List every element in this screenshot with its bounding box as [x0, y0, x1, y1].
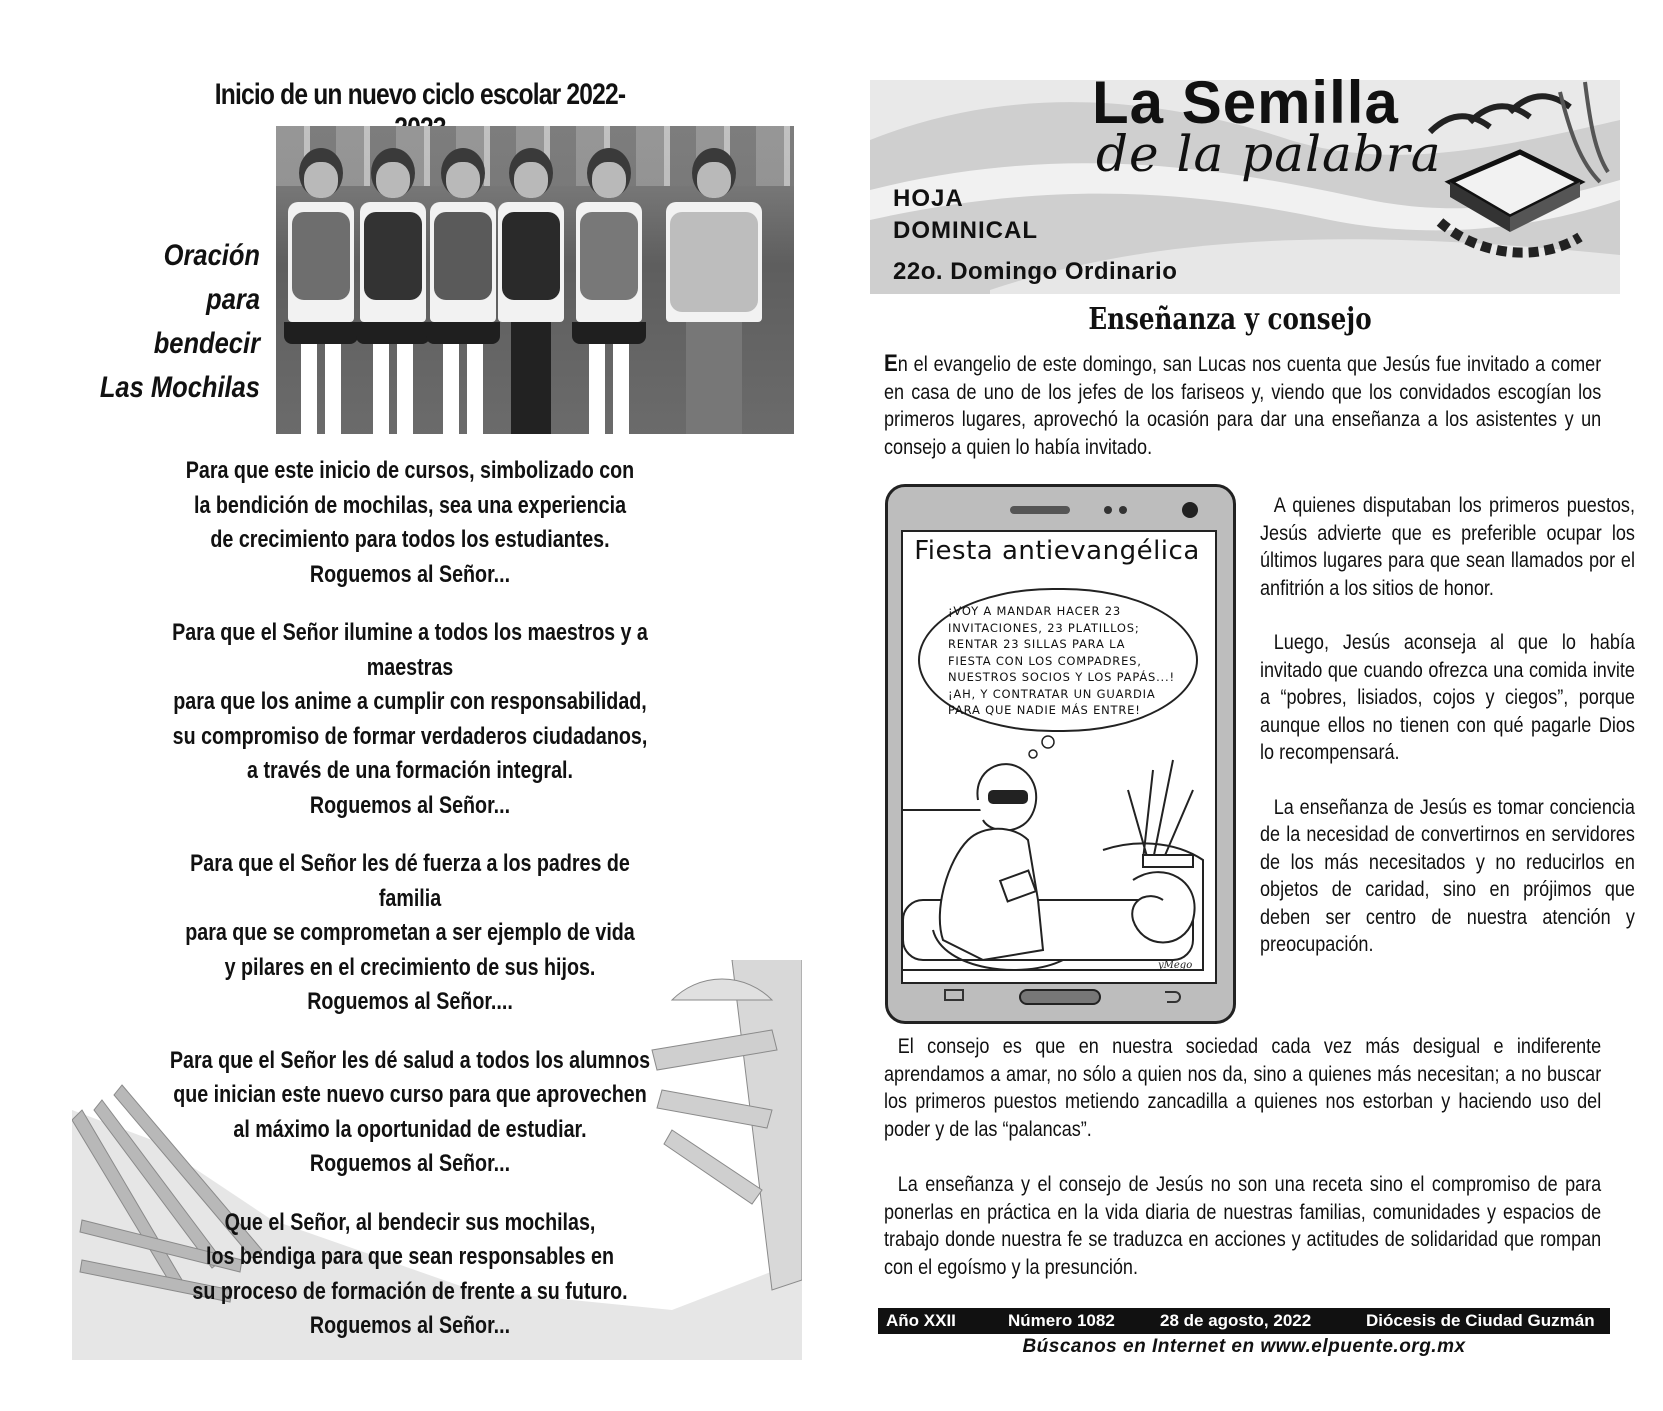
prayer-item: [164, 1044, 656, 1182]
label-line: DOMINICAL: [893, 217, 1038, 244]
issue-info-bar: [878, 1308, 1610, 1334]
body-paragraph: La enseñanza de Jesús es tomar conciencia de la necesidad de convertirnos en servidores de los más necesitados y no reducirlos en objetos de caridad, sino en prójimos que deben ser centro de nuestra atención y preocupación.: [1260, 795, 1635, 956]
prayer-line: su proceso de formación de frente a su futuro.: [192, 1277, 628, 1305]
prayer-line: Para que este inicio de cursos, simbolizado con: [185, 457, 635, 484]
body-paragraph: El consejo es que en nuestra sociedad cada vez más desigual e indiferente aprendamos a amar, no sólo a quien nos da, sino a quienes más necesitan; a no buscar los primeros puestos metiendo zancadilla a quienes nos estorban y haciendo uso del poder y de las “palancas”.: [884, 1035, 1602, 1141]
prayer-item: [164, 1206, 656, 1344]
woman-on-sofa-illustration: [903, 730, 1213, 980]
ruler-protractor-illustration: [652, 960, 802, 1290]
prayer-line: los bendiga para que sean responsables en: [206, 1243, 614, 1270]
student-figure: [666, 148, 762, 434]
label-line: HOJA: [893, 185, 964, 212]
student-figure: [284, 148, 358, 434]
prayer-line: para que se comprometan a ser ejemplo de vida: [185, 919, 635, 946]
prayer-response: Roguemos al Señor...: [309, 791, 511, 819]
bubble-line: RENTAR 23 SILLAS PARA LA: [948, 637, 1126, 651]
prayer-heading-line: Las Mochilas: [99, 371, 260, 404]
sunday-label: 22o. Domingo Ordinario: [893, 258, 1178, 285]
bubble-line: ¡VOY A MANDAR HACER 23: [948, 604, 1121, 618]
prayer-response: Roguemos al Señor...: [309, 560, 511, 588]
prayer-line: para que los anime a cumplir con responsabilidad,: [173, 688, 647, 715]
prayer-heading-line: Oración: [163, 239, 260, 272]
phone-camera: [1182, 502, 1198, 518]
prayer-response: Roguemos al Señor...: [309, 1312, 511, 1339]
issue-number: Número 1082: [1008, 1311, 1115, 1330]
prayer-line: a través de una formación integral.: [247, 757, 573, 784]
prayer-response: Roguemos al Señor...: [309, 1150, 511, 1177]
prayer-list: [164, 454, 656, 1368]
hoja-dominical-label: [893, 183, 1038, 247]
prayer-line: Que el Señor, al bendecir sus mochilas,: [224, 1208, 596, 1236]
drop-cap: E: [884, 350, 898, 377]
bubble-line: ¡AH, Y CONTRATAR UN GUARDIA: [948, 686, 1156, 701]
prayer-line: su compromiso de formar verdaderos ciudadanos,: [172, 722, 648, 750]
cartoon-title: Fiesta antievangélica: [914, 536, 1200, 566]
prayer-line: y pilares en el crecimiento de sus hijos.: [224, 953, 596, 981]
body-paragraph: A quienes disputaban los primeros puestos, Jesús advierte que es preferible ocupar los últimos lugares para que sean llamados por el anfitrión a los sitios de honor.: [1260, 494, 1635, 600]
prayer-heading: [90, 234, 260, 410]
diocese-name: Diócesis de Ciudad Guzmán: [1366, 1311, 1595, 1330]
bubble-line: INVITACIONES, 23 PLATILLOS;: [948, 620, 1140, 635]
prayer-heading-line: para: [206, 283, 260, 316]
phone-speaker: [1010, 506, 1070, 514]
prayer-heading-line: bendecir: [153, 327, 260, 360]
home-button: [1020, 990, 1100, 1004]
students-photo: [276, 126, 794, 434]
newsletter-title: La Semilla: [1092, 69, 1399, 136]
section-title: Enseñanza y consejo: [1088, 302, 1372, 337]
prayer-line: al máximo la oportunidad de estudiar.: [233, 1115, 587, 1143]
bubble-line: NUESTROS SOCIOS Y LOS PAPÁS...!: [948, 670, 1175, 684]
cartoonist-signature: yMego: [1158, 960, 1193, 971]
bottom-paragraphs: [884, 1033, 1601, 1309]
prayer-line: Para que el Señor les dé salud a todos los alumnos: [169, 1046, 651, 1074]
prayer-line: que inician este nuevo curso para que aprovechen: [173, 1081, 647, 1108]
bubble-line: FIESTA CON LOS COMPADRES,: [948, 653, 1142, 668]
student-figure: [426, 148, 500, 434]
website-line[interactable]: Búscanos en Internet en www.elpuente.org.mx: [1022, 1336, 1466, 1357]
side-column: [1260, 492, 1635, 986]
student-figure: [356, 148, 430, 434]
intro-paragraph: [884, 350, 1601, 461]
prayer-response: Roguemos al Señor....: [307, 988, 513, 1015]
prayer-line: Para que el Señor les dé fuerza a los padres de familia: [190, 850, 630, 912]
prayer-line: la bendición de mochilas, sea una experiencia: [193, 491, 627, 519]
issue-date: 28 de agosto, 2022: [1160, 1311, 1312, 1330]
left-page-title: Inicio de un nuevo ciclo escolar 2022-: [214, 78, 626, 111]
student-figure: [572, 148, 646, 434]
prayer-item: [164, 616, 656, 823]
bible-wheat-logo: [1410, 72, 1610, 272]
thought-bubble-text: [948, 603, 1188, 719]
prayer-item: [164, 847, 656, 1020]
student-figure: [498, 148, 564, 434]
body-paragraph: Luego, Jesús aconseja al que lo había invitado que cuando ofrezca una comida invite a “pobres, lisiados, cojos y ciegos”, porque aunque ellos no tienen con qué pagarle Dios lo recompensará.: [1260, 631, 1635, 764]
prayer-line: Para que el Señor ilumine a todos los maestros y a maestras: [172, 619, 648, 681]
body-paragraph: La enseñanza y el consejo de Jesús no son una receta sino el compromiso de para ponerlas en práctica en la vida diaria de nuestras familias, comunidades y espacios de trabajo donde nuestra fe se traduzca en acciones y actitudes de solidaridad que rompan con el egoísmo y la presunción.: [884, 1173, 1602, 1279]
newsletter-subtitle: de la palabra: [1096, 125, 1442, 183]
prayer-line: de crecimiento para todos los estudiantes.: [210, 526, 610, 553]
intro-text: n el evangelio de este domingo, san Lucas nos cuenta que Jesús fue invitado a comer en casa de uno de los jefes de los fariseos y, viendo que los convidados escogían los primeros lugares, aprovechó la ocasión para dar una enseñanza a los asistentes y un consejo a quien lo había invitado.: [884, 353, 1602, 459]
issue-year: Año XXII: [886, 1311, 956, 1330]
prayer-item: [164, 454, 656, 592]
bubble-line: PARA QUE NADIE MÁS ENTRE!: [948, 703, 1141, 717]
